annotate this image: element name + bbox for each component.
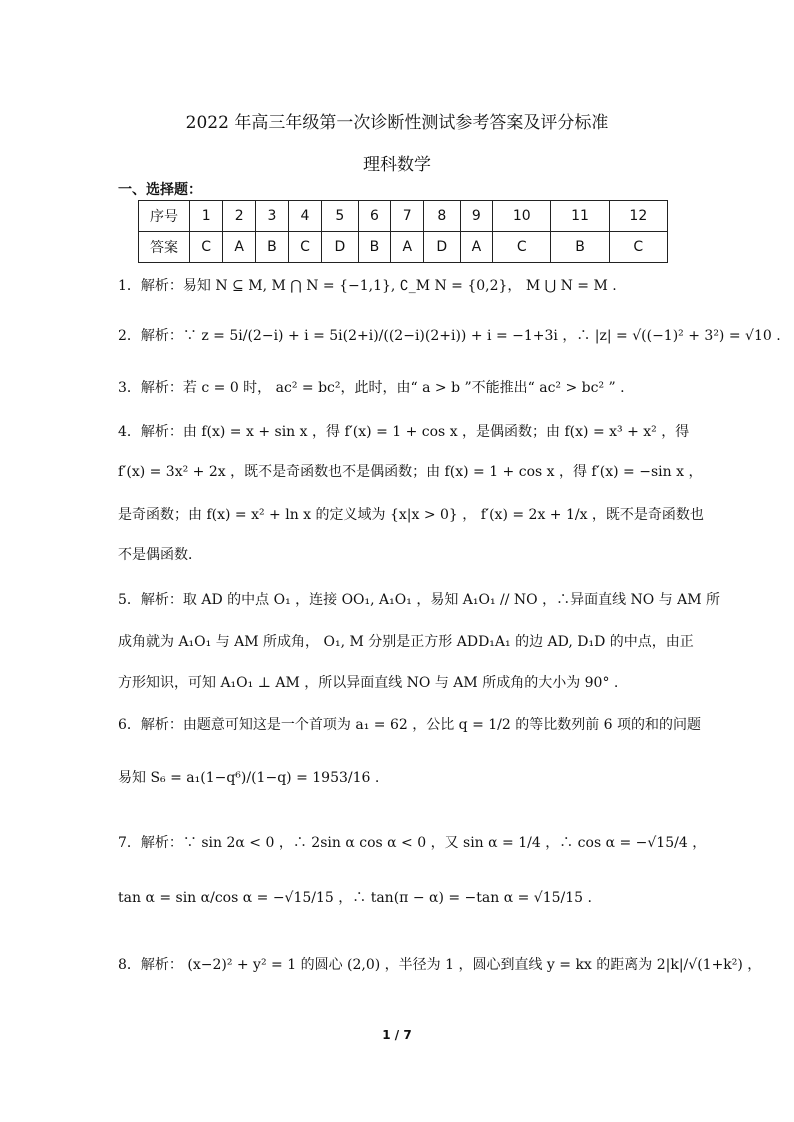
solution-8-line-1: 8．解析： (x−2)² + y² = 1 的圆心 (2,0) ，半径为 1 ，圆心到直线 y = kx 的距离为 2|k|/√(1+k²) ， xyxy=(118,957,762,973)
question-number: 2 xyxy=(223,201,256,232)
question-number: 4 xyxy=(288,201,321,232)
solution-7-line-2: tan α = sin α/cos α = −√15/15 ，∴ tan(π − α) = −tan α = √15/15 . xyxy=(118,890,592,906)
answer-cell: C xyxy=(609,232,667,263)
solution-4-line-3: 是奇函数；由 f(x) = x² + ln x 的定义域为 {x|x > 0} ， f′(x) = 2x + 1/x ，既不是奇函数也 xyxy=(118,507,704,523)
question-number: 11 xyxy=(551,201,609,232)
solution-4-line-1: 4．解析：由 f(x) = x + sin x ，得 f′(x) = 1 + cos x ，是偶函数；由 f(x) = x³ + x² ，得 xyxy=(118,424,690,440)
solution-2: 2．解析：∵ z = 5i/(2−i) + i = 5i(2+i)/((2−i)(2+i)) + i = −1+3i ，∴ |z| = √((−1)² + 3²) = √10 . xyxy=(118,328,781,344)
question-number: 1 xyxy=(190,201,223,232)
row-label: 答案 xyxy=(139,232,190,263)
solution-5-line-1: 5．解析：取 AD 的中点 O₁ ，连接 OO₁, A₁O₁ ，易知 A₁O₁ // NO ，∴异面直线 NO 与 AM 所 xyxy=(118,592,721,608)
table-row-numbers xyxy=(139,201,668,232)
question-number: 5 xyxy=(322,201,358,232)
page-subtitle: 理科数学 xyxy=(363,155,431,175)
answer-cell: C xyxy=(288,232,321,263)
question-number: 6 xyxy=(358,201,391,232)
answer-cell: C xyxy=(190,232,223,263)
row-label: 序号 xyxy=(139,201,190,232)
answer-cell: A xyxy=(223,232,256,263)
solution-6-line-1: 6．解析：由题意可知这是一个首项为 a₁ = 62 ，公比 q = 1/2 的等比数列前 6 项的和的问题 xyxy=(118,717,702,733)
answer-cell: B xyxy=(551,232,609,263)
solution-5-line-3: 方形知识，可知 A₁O₁ ⊥ AM ，所以异面直线 NO 与 AM 所成角的大小为 90° . xyxy=(118,675,619,691)
answer-cell: B xyxy=(358,232,391,263)
answer-cell: C xyxy=(493,232,551,263)
question-number: 9 xyxy=(460,201,493,232)
answer-table xyxy=(138,200,668,263)
section-heading: 一、选择题： xyxy=(118,182,202,198)
answer-cell: D xyxy=(424,232,460,263)
page-number: 1 / 7 xyxy=(382,1028,412,1042)
solution-7-line-1: 7．解析：∵ sin 2α < 0 ，∴ 2sin α cos α < 0 ，又 sin α = 1/4 ，∴ cos α = −√15/4 ， xyxy=(118,835,707,851)
page-title: 2022 年高三年级第一次诊断性测试参考答案及评分标准 xyxy=(185,113,609,133)
solution-6-line-2: 易知 S₆ = a₁(1−q⁶)/(1−q) = 1953/16 . xyxy=(118,770,380,786)
question-number: 7 xyxy=(391,201,424,232)
solution-3: 3．解析：若 c = 0 时， ac² = bc²，此时，由“ a > b ”不能推出“ ac² > bc² ” . xyxy=(118,380,625,396)
table-row-answers xyxy=(139,232,668,263)
solution-4-line-4: 不是偶函数． xyxy=(118,547,202,563)
solution-4-line-2: f′(x) = 3x² + 2x ，既不是奇函数也不是偶函数；由 f(x) = 1 + cos x ，得 f′(x) = −sin x ， xyxy=(118,464,703,480)
question-number: 10 xyxy=(493,201,551,232)
solution-5-line-2: 成角就为 A₁O₁ 与 AM 所成角， O₁, M 分别是正方形 ADD₁A₁ 的边 AD, D₁D 的中点，由正 xyxy=(118,634,694,650)
answer-cell: A xyxy=(391,232,424,263)
question-number: 3 xyxy=(256,201,289,232)
solution-1: 1．解析：易知 N ⊆ M, M ⋂ N = {−1,1}, ∁_M N = {0,2}， M ⋃ N = M . xyxy=(118,278,617,294)
answer-cell: A xyxy=(460,232,493,263)
question-number: 12 xyxy=(609,201,667,232)
answer-cell: B xyxy=(256,232,289,263)
question-number: 8 xyxy=(424,201,460,232)
answer-cell: D xyxy=(322,232,358,263)
